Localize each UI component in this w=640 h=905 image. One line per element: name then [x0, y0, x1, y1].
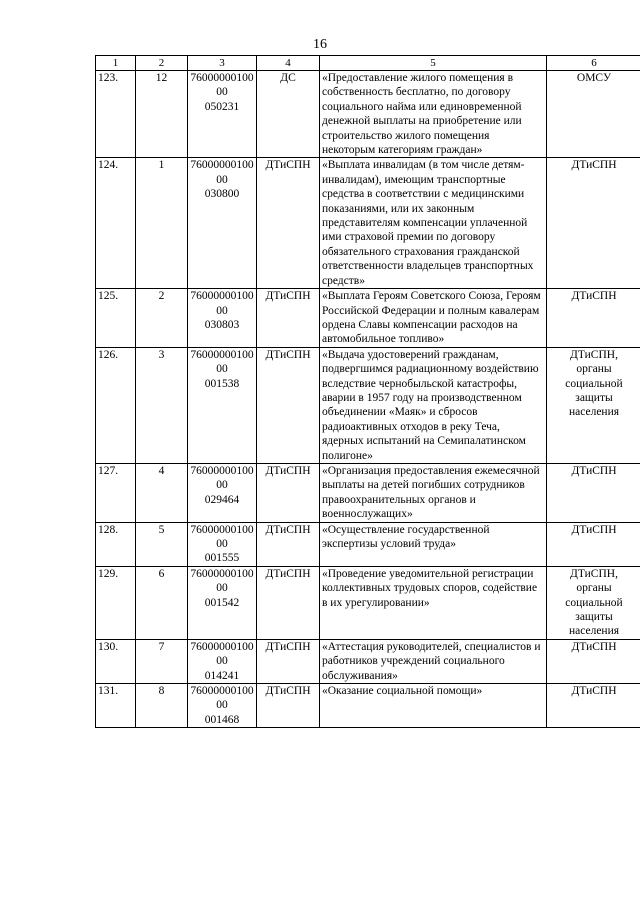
- service-code-part: 001542: [204, 596, 240, 609]
- service-name: «Организация предоставления ежемесячной выплаты на детей погибших сотрудников правоохранительных органов и военнослужащих»: [320, 463, 547, 522]
- responsible-body: ДТиСПН: [257, 639, 320, 683]
- service-code-part: 7600000010000: [190, 72, 254, 99]
- executor: ДТиСПН: [547, 639, 640, 683]
- responsible-body: ДС: [257, 71, 320, 158]
- service-code-part: 050231: [204, 100, 240, 113]
- table-row: [96, 566, 640, 639]
- column-header: 4: [257, 56, 320, 71]
- service-name: «Аттестация руководителей, специалистов и работников учреждений социального обслуживания»: [320, 639, 547, 683]
- row-number: 131.: [96, 684, 136, 728]
- sub-number: 3: [136, 347, 188, 463]
- executor: ДТиСПН: [547, 158, 640, 289]
- executor: ОМСУ: [547, 71, 640, 158]
- service-code-part: 030803: [204, 318, 240, 331]
- page-number: 16: [313, 37, 327, 52]
- services-table: [95, 55, 640, 728]
- row-number: 123.: [96, 71, 136, 158]
- row-number: 125.: [96, 289, 136, 348]
- executor: ДТиСПН: [547, 463, 640, 522]
- executor: ДТиСПН, органы социальной защиты населения: [547, 347, 640, 463]
- row-number: 127.: [96, 463, 136, 522]
- sub-number: 12: [136, 71, 188, 158]
- service-name: «Осуществление государственной экспертизы условий труда»: [320, 522, 547, 566]
- service-code-part: 7600000010000: [190, 523, 254, 550]
- service-code-part: 030800: [204, 188, 240, 201]
- sub-number: 8: [136, 684, 188, 728]
- executor: ДТиСПН, органы социальной защиты населения: [547, 566, 640, 639]
- table-row: [96, 71, 640, 158]
- service-code: [188, 522, 257, 566]
- sub-number: 6: [136, 566, 188, 639]
- service-code-part: 001468: [204, 713, 240, 726]
- sub-number: 2: [136, 289, 188, 348]
- service-code: [188, 71, 257, 158]
- table-row: [96, 639, 640, 683]
- row-number: 129.: [96, 566, 136, 639]
- service-code: [188, 684, 257, 728]
- service-code: [188, 158, 257, 289]
- service-name: «Проведение уведомительной регистрации коллективных трудовых споров, содействие в их урегулировании»: [320, 566, 547, 639]
- sub-number: 7: [136, 639, 188, 683]
- table-row: [96, 289, 640, 348]
- responsible-body: ДТиСПН: [257, 347, 320, 463]
- service-name: «Выплата инвалидам (в том числе детям-инвалидам), имеющим транспортные средства в соответствии с медицинскими показаниями, или их законным представителям компенсации уплаченной ими страховой премии по договору обязательного страхования гражданской ответственности владельцев транспортных средств»: [320, 158, 547, 289]
- row-number: 128.: [96, 522, 136, 566]
- column-header: 5: [320, 56, 547, 71]
- table-row: [96, 463, 640, 522]
- service-code: [188, 289, 257, 348]
- table-row: [96, 347, 640, 463]
- row-number: 130.: [96, 639, 136, 683]
- sub-number: 1: [136, 158, 188, 289]
- column-header: 3: [188, 56, 257, 71]
- service-name: «Выдача удостоверений гражданам, подвергшимся радиационному воздействию вследствие чернобыльской катастрофы, аварии в 1957 году на производственном объединении «Маяк» и сбросов радиоактивных отходов в реку Теча, ядерных испытаний на Семипалатинском полигоне»: [320, 347, 547, 463]
- column-header: 6: [547, 56, 640, 71]
- column-header: 1: [96, 56, 136, 71]
- service-name: «Выплата Героям Советского Союза, Героям Российской Федерации и полным кавалерам ордена Славы компенсации расходов на автомобильное топливо»: [320, 289, 547, 348]
- service-name: «Оказание социальной помощи»: [320, 684, 547, 728]
- row-number: 124.: [96, 158, 136, 289]
- responsible-body: ДТиСПН: [257, 522, 320, 566]
- service-code-part: 014241: [204, 669, 240, 682]
- service-code: [188, 639, 257, 683]
- service-code-part: 7600000010000: [190, 640, 254, 668]
- service-code: [188, 347, 257, 463]
- responsible-body: ДТиСПН: [257, 289, 320, 348]
- service-code-part: 029464: [204, 493, 240, 506]
- column-header: 2: [136, 56, 188, 71]
- service-code: [188, 463, 257, 522]
- sub-number: 4: [136, 463, 188, 522]
- sub-number: 5: [136, 522, 188, 566]
- responsible-body: ДТиСПН: [257, 566, 320, 639]
- executor: ДТиСПН: [547, 684, 640, 728]
- responsible-body: ДТиСПН: [257, 158, 320, 289]
- service-code-part: 7600000010000: [190, 464, 254, 492]
- service-code-part: 7600000010000: [190, 685, 254, 712]
- service-code: [188, 566, 257, 639]
- service-code-part: 001538: [204, 377, 240, 390]
- service-name: «Предоставление жилого помещения в собственность бесплатно, по договору социального найма или единовременной денежной выплаты на приобретение или строительство жилого помещения некоторым категориям граждан»: [320, 71, 547, 158]
- service-code-part: 7600000010000: [190, 567, 254, 595]
- table-row: [96, 522, 640, 566]
- service-code-part: 7600000010000: [190, 348, 254, 376]
- table-row: [96, 158, 640, 289]
- table-row: [96, 684, 640, 728]
- service-code-part: 7600000010000: [190, 159, 254, 186]
- row-number: 126.: [96, 347, 136, 463]
- responsible-body: ДТиСПН: [257, 463, 320, 522]
- service-code-part: 7600000010000: [190, 290, 254, 317]
- table-header-row: [96, 56, 640, 71]
- executor: ДТиСПН: [547, 289, 640, 348]
- responsible-body: ДТиСПН: [257, 684, 320, 728]
- executor: ДТиСПН: [547, 522, 640, 566]
- service-code-part: 001555: [204, 552, 240, 565]
